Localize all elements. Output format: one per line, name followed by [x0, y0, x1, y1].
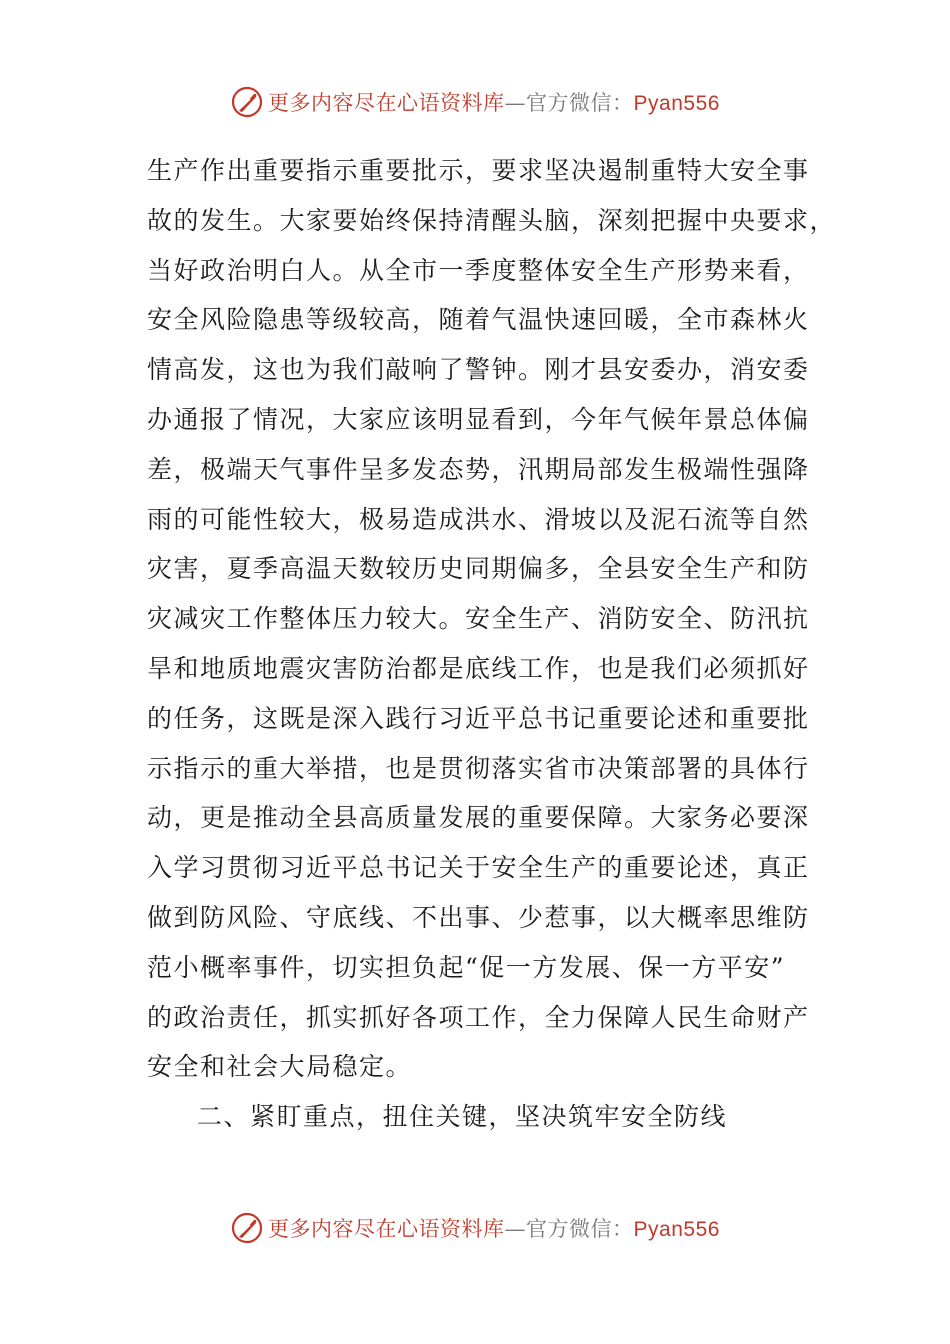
footer-banner-dash: —	[504, 1217, 527, 1241]
body-line: 的任务，这既是深入践行习近平总书记重要论述和重要批	[147, 703, 810, 733]
body-line: 安全风险隐患等级较高，随着气温快速回暖，全市森林火	[147, 305, 810, 335]
header-banner-handle: Pyan556	[633, 92, 720, 115]
body-line: 旱和地质地震灾害防治都是底线工作，也是我们必须抓好	[147, 653, 810, 683]
header-banner-dash: —	[504, 91, 527, 115]
body-line: 当好政治明白人。从全市一季度整体安全生产形势来看，	[147, 255, 810, 285]
footer-banner-handle: Pyan556	[633, 1218, 720, 1241]
header-banner	[0, 82, 950, 122]
body-line: 情高发，这也为我们敲响了警钟。刚才县安委办，消安委	[147, 355, 810, 385]
body-line: 办通报了情况，大家应该明显看到，今年气候年景总体偏	[147, 404, 810, 434]
header-banner-wechat-label: 官方微信：	[526, 91, 634, 115]
footer-banner	[0, 1208, 950, 1248]
body-line: 动，更是推动全县高质量发展的重要保障。大家务必要深	[147, 803, 810, 833]
body-line: 差，极端天气事件呈多发态势，汛期局部发生极端性强降	[147, 454, 810, 484]
footer-banner-title: 更多内容尽在心语资料库	[268, 1217, 505, 1241]
body-line: 灾减灾工作整体压力较大。安全生产、消防安全、防汛抗	[147, 604, 810, 634]
body-line: 的政治责任，抓实抓好各项工作，全力保障人民生命财产	[147, 1002, 810, 1032]
body-line: 范小概率事件，切实担负起“促一方发展、保一方平安”	[147, 952, 786, 982]
body-line: 生产作出重要指示重要批示，要求坚决遏制重特大安全事	[147, 156, 810, 185]
body-line: 雨的可能性较大，极易造成洪水、滑坡以及泥石流等自然	[147, 504, 810, 534]
quill-logo-icon	[230, 1211, 264, 1245]
quill-logo-icon	[230, 85, 264, 119]
footer-banner-text	[268, 1213, 720, 1243]
section-heading: 二、紧盯重点，扭住关键，坚决筑牢安全防线	[197, 1102, 728, 1132]
body-line: 入学习贯彻习近平总书记关于安全生产的重要论述，真正	[147, 853, 810, 883]
header-banner-title: 更多内容尽在心语资料库	[268, 91, 505, 115]
body-line: 故的发生。大家要始终保持清醒头脑，深刻把握中央要求，	[147, 205, 837, 235]
body-line: 灾害，夏季高温天数较历史同期偏多，全县安全生产和防	[147, 554, 810, 584]
header-banner-text	[268, 87, 720, 117]
document-body	[147, 146, 837, 1142]
body-line: 安全和社会大局稳定。	[147, 1052, 413, 1082]
body-line: 示指示的重大举措，也是贯彻落实省市决策部署的具体行	[147, 753, 810, 783]
body-line: 做到防风险、守底线、不出事、少惹事，以大概率思维防	[147, 902, 810, 932]
footer-banner-wechat-label: 官方微信：	[526, 1217, 634, 1241]
